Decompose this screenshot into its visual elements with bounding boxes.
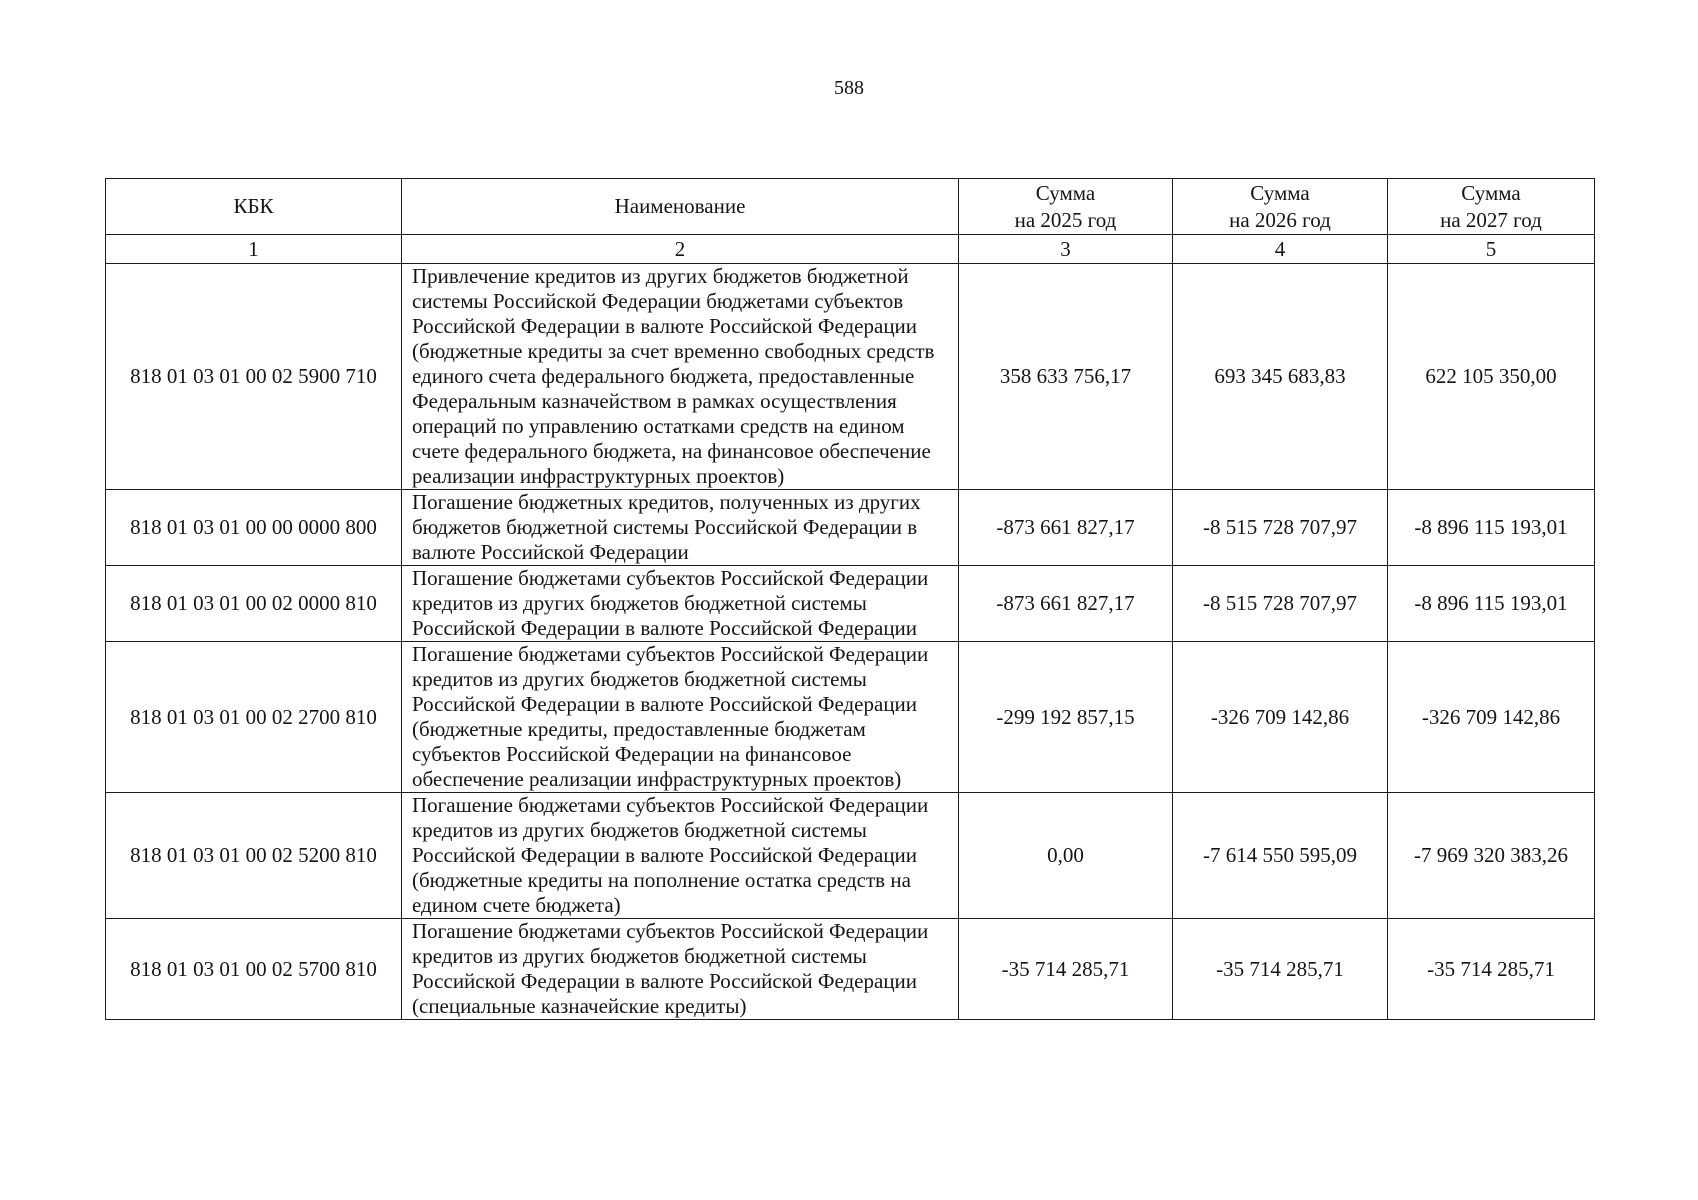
- header-sum-2027-line2: на 2027 год: [1440, 207, 1542, 232]
- table-row: [106, 642, 1595, 793]
- sum-2025-cell: -299 192 857,15: [959, 642, 1173, 793]
- header-sum-2025-line2: на 2025 год: [1014, 207, 1117, 232]
- header-row: [106, 179, 1595, 235]
- header-sum-2026-line1: Сумма: [1250, 180, 1310, 205]
- sum-2026-cell: -35 714 285,71: [1173, 919, 1388, 1020]
- header-sum-2026: [1173, 179, 1388, 235]
- kbk-cell: 818 01 03 01 00 02 5900 710: [106, 264, 402, 490]
- column-number: 4: [1173, 235, 1388, 264]
- column-number: 5: [1388, 235, 1595, 264]
- name-cell: Погашение бюджетных кредитов, полученных из других бюджетов бюджетной системы Российской Федерации в валюте Российской Федерации: [402, 490, 959, 566]
- header-name: Наименование: [402, 179, 959, 235]
- header-sum-2027-line1: Сумма: [1461, 180, 1521, 205]
- kbk-cell: 818 01 03 01 00 00 0000 800: [106, 490, 402, 566]
- sum-2025-cell: 0,00: [959, 793, 1173, 919]
- header-kbk: КБК: [106, 179, 402, 235]
- column-number-row: [106, 235, 1595, 264]
- sum-2027-cell: -8 896 115 193,01: [1388, 490, 1595, 566]
- sum-2026-cell: 693 345 683,83: [1173, 264, 1388, 490]
- column-number: 2: [402, 235, 959, 264]
- sum-2026-cell: -326 709 142,86: [1173, 642, 1388, 793]
- name-cell: Погашение бюджетами субъектов Российской Федерации кредитов из других бюджетов бюджетной системы Российской Федерации в валюте Российской Федерации (бюджетные кредиты на пополнение остатка средств на едином счете бюджета): [402, 793, 959, 919]
- header-sum-2025: [959, 179, 1173, 235]
- table-header: [106, 179, 1595, 264]
- sum-2027-cell: -7 969 320 383,26: [1388, 793, 1595, 919]
- sum-2026-cell: -8 515 728 707,97: [1173, 490, 1388, 566]
- sum-2027-cell: -326 709 142,86: [1388, 642, 1595, 793]
- sum-2027-cell: 622 105 350,00: [1388, 264, 1595, 490]
- column-number: 1: [106, 235, 402, 264]
- sum-2027-cell: -8 896 115 193,01: [1388, 566, 1595, 642]
- header-sum-2027: [1388, 179, 1595, 235]
- sum-2025-cell: 358 633 756,17: [959, 264, 1173, 490]
- kbk-cell: 818 01 03 01 00 02 2700 810: [106, 642, 402, 793]
- column-number: 3: [959, 235, 1173, 264]
- sum-2027-cell: -35 714 285,71: [1388, 919, 1595, 1020]
- name-cell: Погашение бюджетами субъектов Российской Федерации кредитов из других бюджетов бюджетной системы Российской Федерации в валюте Российской Федерации (бюджетные кредиты, предоставленные бюджетам субъектов Российской Федерации на финансовое обеспечение реализации инфраструктурных проектов): [402, 642, 959, 793]
- budget-table: [105, 178, 1595, 1020]
- sum-2025-cell: -35 714 285,71: [959, 919, 1173, 1020]
- table-row: [106, 566, 1595, 642]
- table-row: [106, 264, 1595, 490]
- kbk-cell: 818 01 03 01 00 02 0000 810: [106, 566, 402, 642]
- kbk-cell: 818 01 03 01 00 02 5200 810: [106, 793, 402, 919]
- page-number: 588: [834, 77, 864, 99]
- table-row: [106, 793, 1595, 919]
- name-cell: Погашение бюджетами субъектов Российской Федерации кредитов из других бюджетов бюджетной системы Российской Федерации в валюте Российской Федерации: [402, 566, 959, 642]
- table-body: [106, 264, 1595, 1020]
- table-row: [106, 490, 1595, 566]
- header-sum-2025-line1: Сумма: [1035, 180, 1096, 205]
- table-row: [106, 919, 1595, 1020]
- sum-2025-cell: -873 661 827,17: [959, 566, 1173, 642]
- name-cell: Погашение бюджетами субъектов Российской Федерации кредитов из других бюджетов бюджетной системы Российской Федерации в валюте Российской Федерации (специальные казначейские кредиты): [402, 919, 959, 1020]
- kbk-cell: 818 01 03 01 00 02 5700 810: [106, 919, 402, 1020]
- header-sum-2026-line2: на 2026 год: [1229, 207, 1331, 232]
- sum-2025-cell: -873 661 827,17: [959, 490, 1173, 566]
- sum-2026-cell: -8 515 728 707,97: [1173, 566, 1388, 642]
- name-cell: Привлечение кредитов из других бюджетов бюджетной системы Российской Федерации бюджетами субъектов Российской Федерации в валюте Российской Федерации (бюджетные кредиты за счет временно свободных средств единого счета федерального бюджета, предоставленные Федеральным казначейством в рамках осуществления операций по управлению остатками средств на едином счете федерального бюджета, на финансовое обеспечение реализации инфраструктурных проектов): [402, 264, 959, 490]
- sum-2026-cell: -7 614 550 595,09: [1173, 793, 1388, 919]
